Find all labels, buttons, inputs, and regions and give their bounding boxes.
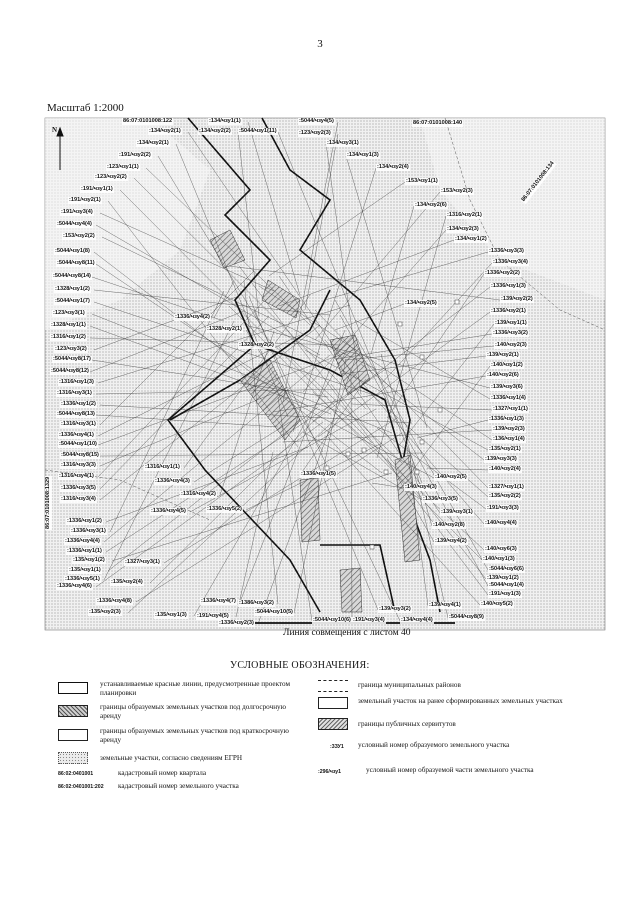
parcel-label: :140/чзу2(8)	[433, 522, 465, 528]
parcel-label: :191/чзу2(1)	[69, 197, 101, 203]
parcel-label: :1316/чзу4(2)	[181, 491, 216, 497]
legend-title: УСЛОВНЫЕ ОБОЗНАЧЕНИЯ:	[230, 660, 370, 671]
parcel-label: :5044/чзу1(7)	[55, 298, 90, 304]
parcel-label: :135/чзу1(1)	[69, 567, 101, 573]
parcel-label: :1328/чзу2(1)	[207, 326, 242, 332]
servitude-swatch	[318, 718, 348, 730]
parcel-label: :140/чзу2(4)	[489, 466, 521, 472]
parcel-label: :134/чзу4(4)	[401, 617, 433, 623]
parcel-label: :140/чзу1(2)	[491, 362, 523, 368]
parcel-label: :1336/чзу3(3)	[489, 248, 524, 254]
legend-egrn: земельные участки, согласно сведениям ЕГРН	[100, 754, 243, 762]
parcel-label: :5044/чзу8(14)	[53, 273, 91, 279]
parcel-label: :123/чзу2(3)	[299, 130, 331, 136]
parcel-label: :1336/чзу3(1)	[71, 528, 106, 534]
parcel-label: :153/чзу1(1)	[406, 178, 438, 184]
parcel-label: :5044/чзу10(5)	[255, 609, 293, 615]
parcel-label: :191/чзу3(4)	[61, 209, 93, 215]
parcel-label: :134/чзу3(1)	[327, 140, 359, 146]
parcel-label: :135/чзу2(4)	[111, 579, 143, 585]
zu-code-sample: :3ЗУ1	[330, 744, 344, 750]
parcel-label: :5044/чзу6(6)	[489, 566, 524, 572]
parcel-label: :1336/чзу5(2)	[207, 506, 242, 512]
parcel-label: :139/чзу1(2)	[487, 575, 519, 581]
municipal-swatch	[318, 680, 348, 692]
map-scale: Масштаб 1:2000	[47, 102, 124, 114]
parcel-label: :140/чзу4(4)	[485, 520, 517, 526]
parcel-label: :139/чзу2(2)	[501, 296, 533, 302]
parcel-label: :5044/чзу8(17)	[53, 356, 91, 362]
parcel-label: :1316/чзу1(2)	[51, 334, 86, 340]
parcel-label: :1336/чзу5(1)	[65, 576, 100, 582]
parcel-label: :191/чзу3(3)	[487, 505, 519, 511]
parcel-label: :140/чзу2(3)	[495, 342, 527, 348]
parcel-label: :139/чзу4(1)	[429, 602, 461, 608]
parcel-label: :1328/чзу1(1)	[51, 322, 86, 328]
parcel-label: :139/чзу2(3)	[493, 426, 525, 432]
parcel-label: :1336/чзу4(3)	[155, 478, 190, 484]
parcel-label: :1336/чзу1(1)	[67, 548, 102, 554]
parcel-label: :1336/чзу4(6)	[57, 583, 92, 589]
parcel-label: :1336/чзу4(1)	[59, 432, 94, 438]
parcel-label: :134/чзу1(1)	[209, 118, 241, 124]
legend-short-lease: границы образуемых земельных участков под краткосрочную аренду	[100, 727, 289, 744]
parcel-label: :1316/чзу1(3)	[59, 379, 94, 385]
part-code-sample: :296/чзу1	[318, 769, 342, 775]
parcel-label: :139/чзу3(6)	[491, 384, 523, 390]
parcel-label: :1336/чзу1(4)	[491, 395, 526, 401]
parcel-label: :1336/чзу2(1)	[491, 308, 526, 314]
parcel-label: :5044/чзу4(4)	[57, 221, 92, 227]
legend-zu: условный номер образуемого земельного участка	[358, 741, 510, 749]
parcel-label: :123/чзу2(2)	[95, 174, 127, 180]
legend-formed: земельный участок на ранее сформированных земельных участках	[358, 697, 563, 705]
legend-parcel: кадастровый номер земельного участка	[118, 782, 239, 790]
short-lease-swatch	[58, 729, 88, 741]
parcel-label: :1327/чзу1(1)	[493, 406, 528, 412]
parcel-label: :134/чзу1(2)	[455, 236, 487, 242]
parcel-label: :5044/чзу4(5)	[299, 118, 334, 124]
parcel-label: :1336/чзу4(5)	[151, 508, 186, 514]
parcel-label: :1336/чзу4(2)	[175, 314, 210, 320]
parcel-label: :1336/чзу1(5)	[301, 471, 336, 477]
parcel-label: :1336/чзу4(8)	[97, 598, 132, 604]
parcel-label: :1336/чзу4(4)	[65, 538, 100, 544]
parcel-label: :139/чзу3(3)	[485, 456, 517, 462]
parcel-label: :191/чзу1(3)	[489, 591, 521, 597]
parcel-label: :139/чзу1(1)	[495, 320, 527, 326]
parcel-label: :1328/чзу1(2)	[55, 286, 90, 292]
parcel-label: :1316/чзу3(1)	[61, 421, 96, 427]
legend-long-lease: границы образуемых земельных участков под долгосрочную аренду	[100, 703, 287, 720]
parcel-label: :1327/чзу1(1)	[489, 484, 524, 490]
parcel-label: :1316/чзу3(1)	[57, 390, 92, 396]
long-lease-swatch	[58, 705, 88, 717]
north-label: N	[52, 126, 58, 134]
formed-swatch	[318, 697, 348, 709]
parcel-label: :5044/чзу10(6)	[313, 617, 351, 623]
parcel-label: :191/чзу3(4)	[353, 617, 385, 623]
parcel-label: :1336/чзу3(5)	[61, 485, 96, 491]
parcel-label: :1386/чзу3(2)	[239, 600, 274, 606]
parcel-label: :1336/чзу4(7)	[201, 598, 236, 604]
parcel-label: :1316/чзу1(1)	[145, 464, 180, 470]
parcel-label: :5044/чзу1(4)	[489, 582, 524, 588]
parcel-label: :140/чзу5(2)	[481, 601, 513, 607]
join-line-caption: Линия совмещения с листом 40	[283, 628, 411, 638]
parcel-label: :1316/чзу4(1)	[59, 473, 94, 479]
parcel-label: :140/чзу1(3)	[483, 556, 515, 562]
parcel-label: :1336/чзу1(3)	[491, 283, 526, 289]
parcel-label: :5044/чзу1(11)	[239, 128, 277, 134]
parcel-label: :1336/чзу3(2)	[493, 330, 528, 336]
page-number: 3	[317, 38, 323, 50]
parcel-label: :134/чзу2(2)	[199, 128, 231, 134]
legend-red-lines: устанавливаемые красные линии, предусмотренные проектом планировки	[100, 680, 291, 697]
parcel-label: :1336/чзу2(3)	[219, 620, 254, 626]
parcel-label: :140/чзу6(3)	[485, 546, 517, 552]
red-lines-swatch	[58, 682, 88, 694]
parcel-label: :1316/чзу3(3)	[61, 462, 96, 468]
legend-municipal: граница муниципальных районов	[358, 681, 461, 689]
egrn-swatch	[58, 752, 88, 764]
parcel-label: :134/чзу2(3)	[447, 226, 479, 232]
parcel-label: :5044/чзу8(11)	[57, 260, 95, 266]
parcel-label: :135/чзу2(2)	[489, 493, 521, 499]
parcel-label: :1336/чзу1(3)	[489, 416, 524, 422]
parcel-label: :1336/чзу2(2)	[485, 270, 520, 276]
parcel-label: :140/чзу2(5)	[435, 474, 467, 480]
parcel-label: :5044/чзу1(8)	[55, 248, 90, 254]
quarter-number: 86:07:0101008:122	[123, 118, 173, 124]
quarter-code-sample: 86:02:0401001	[58, 771, 94, 777]
parcel-label: :134/чзу2(1)	[149, 128, 181, 134]
parcel-label: :134/чзу2(1)	[137, 140, 169, 146]
legend-part: условный номер образуемой части земельного участка	[366, 766, 534, 774]
parcel-code-sample: 86:02:0401001:202	[58, 784, 104, 790]
parcel-label: :1336/чзу1(2)	[67, 518, 102, 524]
quarter-number: 86:07:0101008:1329	[45, 476, 51, 529]
parcel-label: :5044/чзу8(12)	[51, 368, 89, 374]
parcel-label: :191/чзу2(2)	[119, 152, 151, 158]
parcel-label: :1336/чзу3(4)	[493, 259, 528, 265]
parcel-label: :5044/чзу8(15)	[61, 452, 99, 458]
parcel-label: :1328/чзу2(2)	[239, 342, 274, 348]
legend-quarter: кадастровый номер квартала	[118, 769, 207, 777]
quarter-number: 86:07:0101008:140	[413, 120, 463, 126]
parcel-label: :123/чзу3(2)	[55, 346, 87, 352]
parcel-label: :1336/чзу1(2)	[61, 401, 96, 407]
parcel-label: :139/чзу3(2)	[379, 606, 411, 612]
parcel-label: :153/чзу2(3)	[441, 188, 473, 194]
parcel-label: :191/чзу4(5)	[197, 613, 229, 619]
parcel-label: :136/чзу1(4)	[493, 436, 525, 442]
parcel-label: :134/чзу2(6)	[415, 202, 447, 208]
parcel-label: :123/чзу3(1)	[53, 310, 85, 316]
parcel-label: :1327/чзу3(1)	[125, 559, 160, 565]
parcel-label: :139/чзу2(1)	[487, 352, 519, 358]
parcel-label: :1316/чзу2(1)	[447, 212, 482, 218]
parcel-label: :5044/чзу8(13)	[57, 411, 95, 417]
parcel-label: :139/чзу4(2)	[435, 538, 467, 544]
parcel-label: :191/чзу1(1)	[81, 186, 113, 192]
quarter-number: 86:07:0101008:134	[520, 160, 556, 203]
parcel-label: :1336/чзу3(5)	[423, 496, 458, 502]
parcel-label: :134/чзу1(3)	[347, 152, 379, 158]
parcel-label: :140/чзу2(6)	[487, 372, 519, 378]
parcel-label: :140/чзу4(3)	[405, 484, 437, 490]
parcel-label: :139/чзу3(1)	[441, 509, 473, 515]
parcel-label: :135/чзу2(3)	[89, 609, 121, 615]
legend-servitude: границы публичных сервитутов	[358, 720, 456, 728]
parcel-label: :134/чзу2(5)	[405, 300, 437, 306]
parcel-label: :123/чзу1(1)	[107, 164, 139, 170]
parcel-label: :153/чзу2(2)	[63, 233, 95, 239]
parcel-label: :1316/чзу3(4)	[61, 496, 96, 502]
parcel-label: :135/чзу2(1)	[489, 446, 521, 452]
parcel-label: :135/чзу1(2)	[73, 557, 105, 563]
parcel-label: :134/чзу2(4)	[377, 164, 409, 170]
parcel-label: :135/чзу1(3)	[155, 612, 187, 618]
parcel-label: :5044/чзу1(10)	[59, 441, 97, 447]
parcel-label: :5044/чзу8(9)	[449, 614, 484, 620]
